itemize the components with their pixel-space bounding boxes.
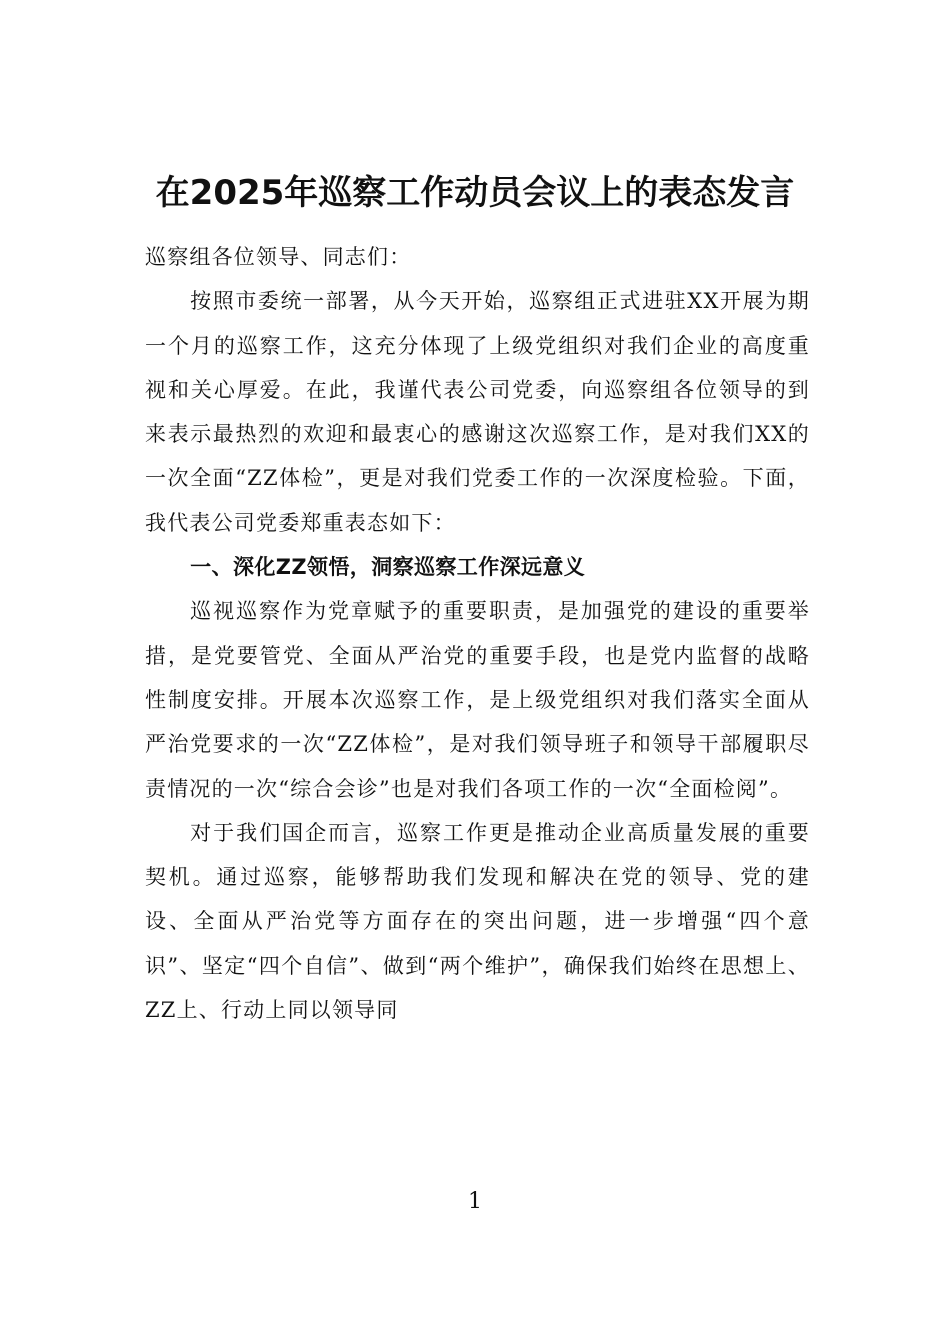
opening-paragraph: 按照市委统一部署，从今天开始，巡察组正式进驻XX开展为期一个月的巡察工作，这充分体现了上级党组织对我们企业的高度重视和关心厚爱。在此，我谨代表公司党委，向巡察组各位领导的到来表示最热烈的欢迎和最衷心的感谢这次巡察工作，是对我们XX的一次全面“ZZ体检”，更是对我们党委工作的一次深度检验。下面，我代表公司党委郑重表态如下：	[145, 289, 810, 535]
document-body	[145, 235, 810, 1032]
page-number: 1	[468, 1189, 482, 1214]
salutation: 巡察组各位领导、同志们：	[145, 245, 412, 269]
section-paragraph-2: 对于我们国企而言，巡察工作更是推动企业高质量发展的重要契机。通过巡察，能够帮助我们发现和解决在党的领导、党的建设、全面从严治党等方面存在的突出问题，进一步增强“四个意识”、坚定“四个自信”、做到“两个维护”，确保我们始终在思想上、ZZ上、行动上同以领导同	[145, 820, 810, 1023]
section-paragraph-1: 巡视巡察作为党章赋予的重要职责，是加强党的建设的重要举措，是党要管党、全面从严治党的重要手段，也是党内监督的战略性制度安排。开展本次巡察工作，是上级党组织对我们落实全面从严治党要求的一次“ZZ体检”，是对我们领导班子和领导干部履职尽责情况的一次“综合会诊”也是对我们各项工作的一次“全面检阅”。	[145, 599, 810, 801]
section-heading: 一、深化ZZ领悟，洞察巡察工作深远意义	[190, 555, 586, 580]
document-title: 在2025年巡察工作动员会议上的表态发言	[155, 173, 795, 213]
